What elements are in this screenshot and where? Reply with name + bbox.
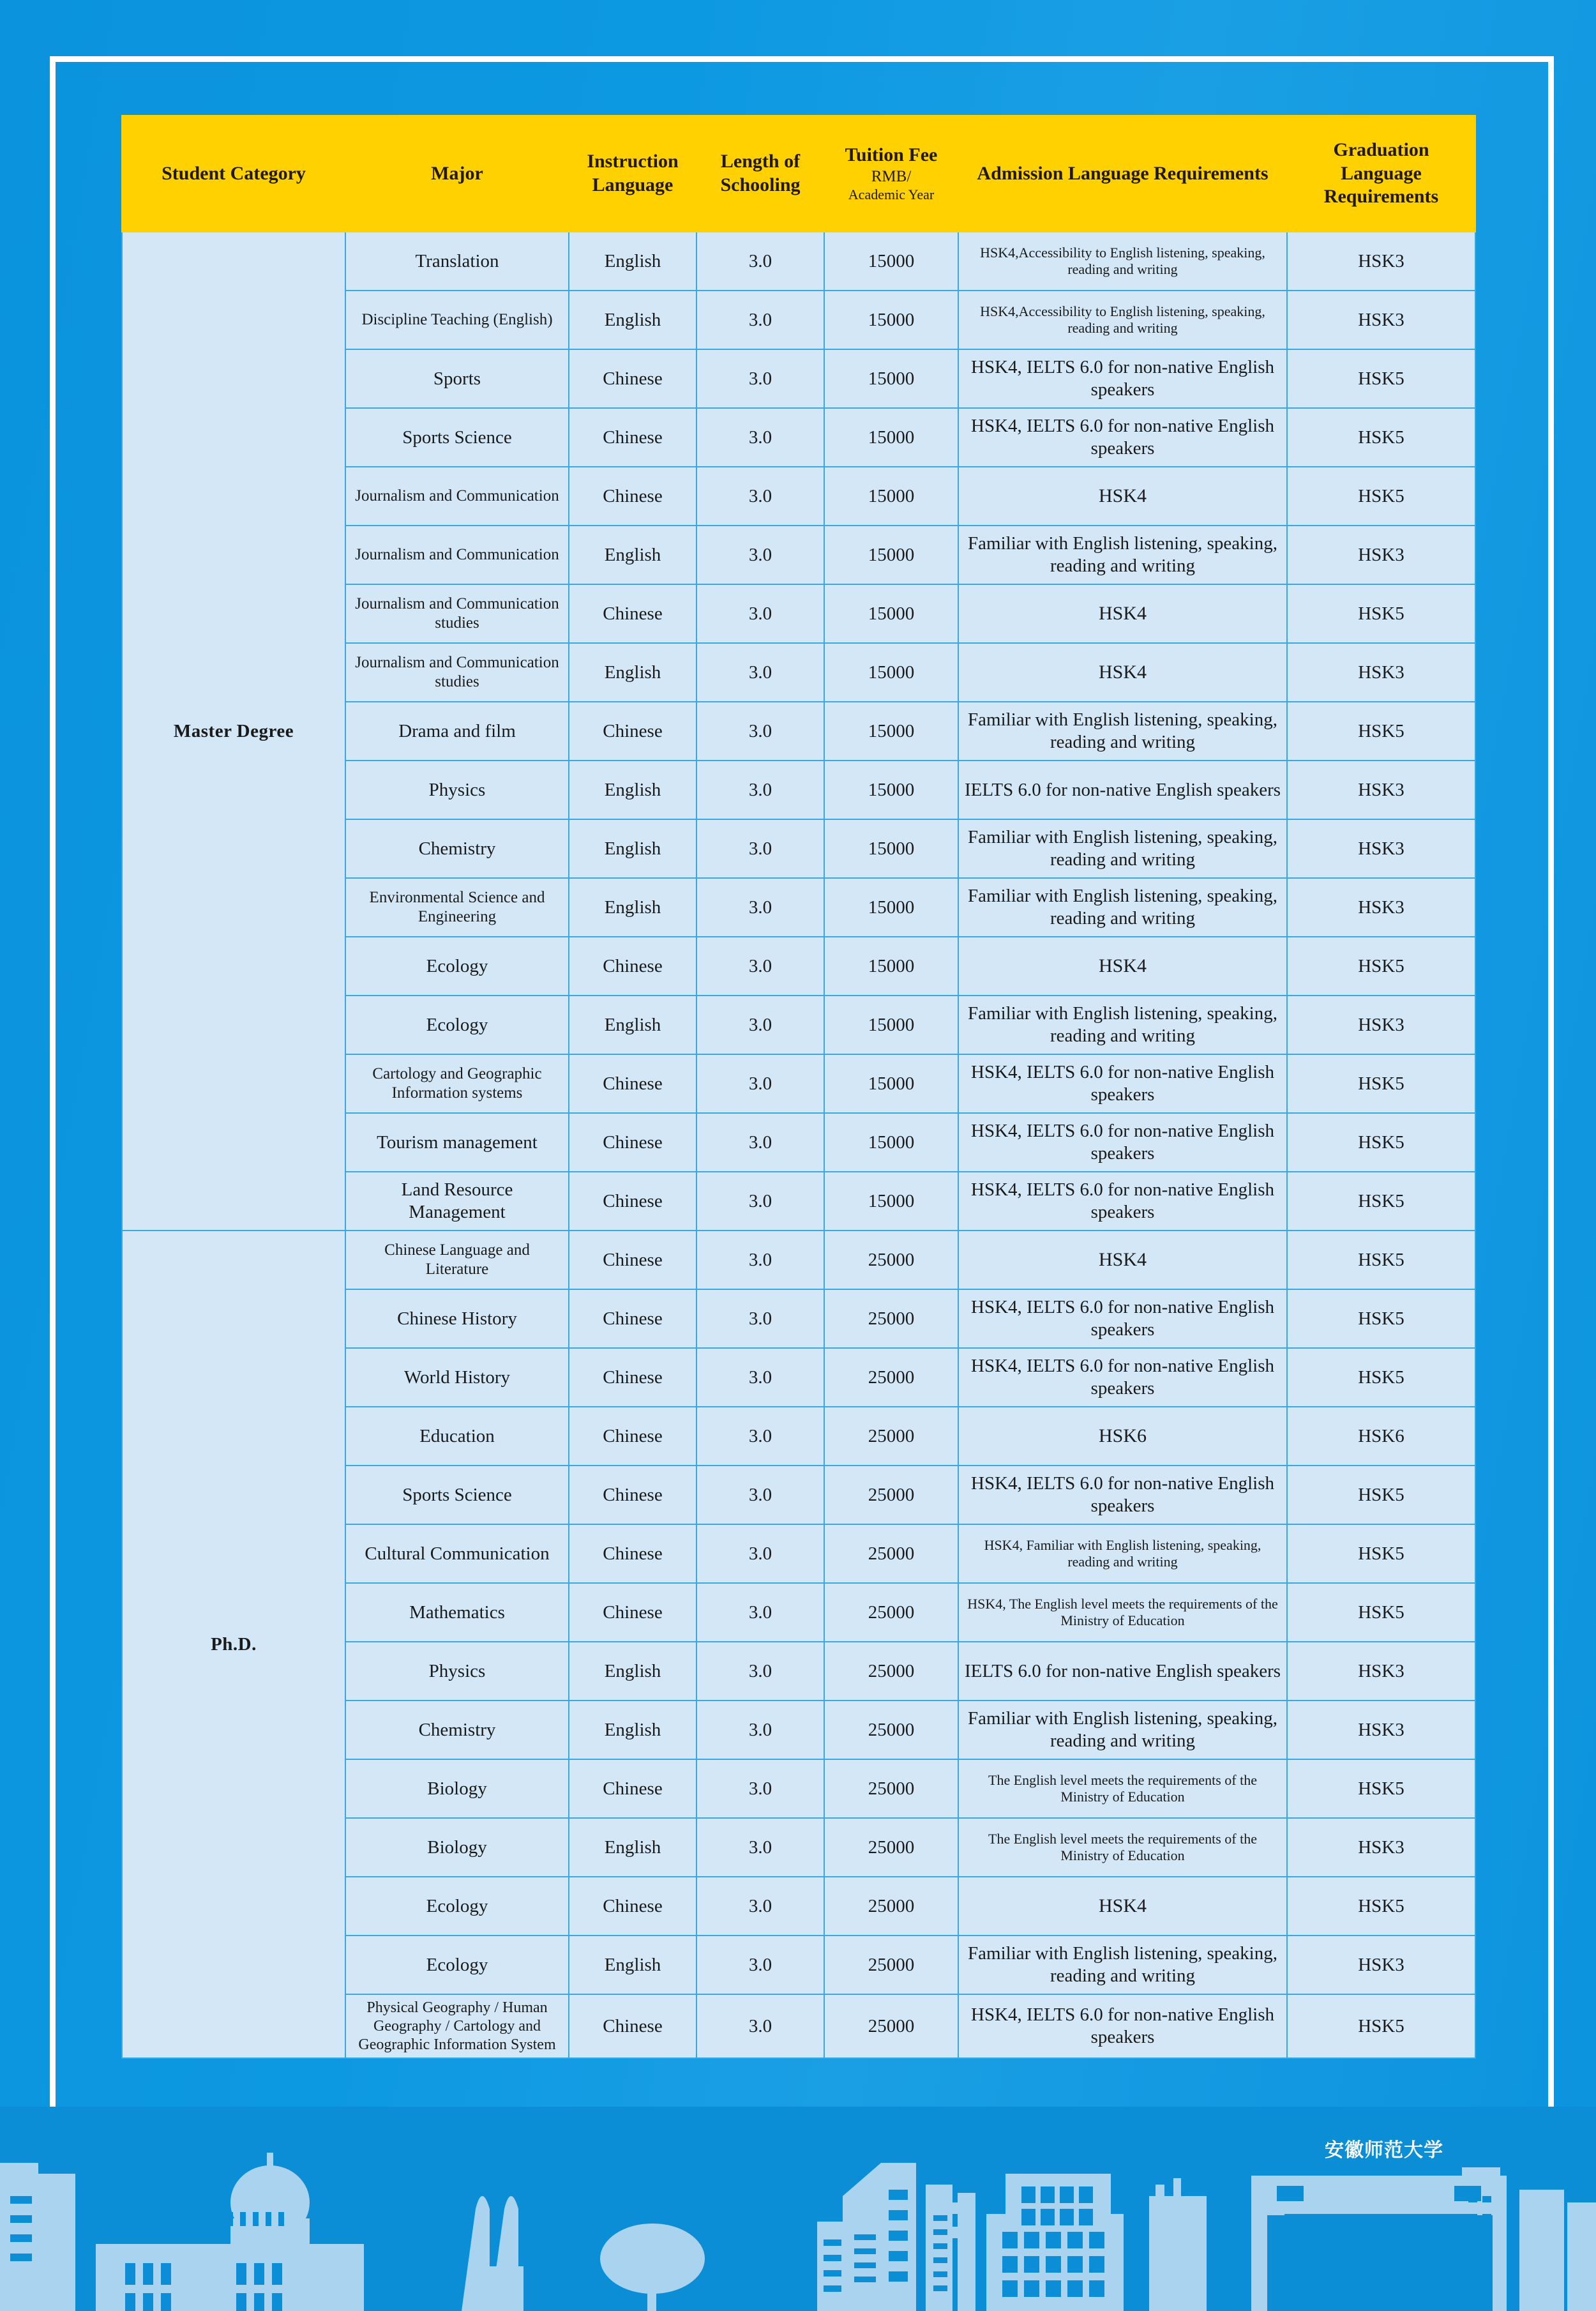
header-student-category: Student Category xyxy=(122,116,345,232)
instruction-language-cell: English xyxy=(569,526,696,584)
graduation-requirements-cell: HSK5 xyxy=(1287,1054,1475,1113)
table-row xyxy=(122,1231,1475,1289)
header-graduation-language-requirements: Graduation Language Requirements xyxy=(1287,116,1475,232)
length-of-schooling-cell: 3.0 xyxy=(696,1407,824,1466)
length-of-schooling-cell: 3.0 xyxy=(696,1289,824,1348)
tuition-fee-cell: 15000 xyxy=(824,232,958,291)
length-of-schooling-cell: 3.0 xyxy=(696,1466,824,1524)
admission-requirements-cell: The English level meets the requirements of the Ministry of Education xyxy=(958,1759,1287,1818)
admission-requirements-cell: HSK4 xyxy=(958,467,1287,526)
instruction-language-cell: Chinese xyxy=(569,1524,696,1583)
table-header xyxy=(122,116,1475,232)
graduation-requirements-cell: HSK5 xyxy=(1287,1113,1475,1172)
major-cell: Ecology xyxy=(345,1877,569,1936)
major-cell: Physics xyxy=(345,1642,569,1701)
instruction-language-cell: English xyxy=(569,996,696,1054)
length-of-schooling-cell: 3.0 xyxy=(696,291,824,349)
tuition-fee-cell: 25000 xyxy=(824,1994,958,2058)
student-category-cell: Master Degree xyxy=(122,232,345,1231)
instruction-language-cell: English xyxy=(569,291,696,349)
instruction-language-cell: English xyxy=(569,1701,696,1759)
instruction-language-cell: Chinese xyxy=(569,937,696,996)
instruction-language-cell: Chinese xyxy=(569,1407,696,1466)
tuition-fee-cell: 25000 xyxy=(824,1936,958,1994)
major-cell: Chemistry xyxy=(345,1701,569,1759)
major-cell: Mathematics xyxy=(345,1583,569,1642)
tuition-fee-cell: 25000 xyxy=(824,1818,958,1877)
length-of-schooling-cell: 3.0 xyxy=(696,1231,824,1289)
header-instruction-language: Instruction Language xyxy=(569,116,696,232)
tuition-fee-cell: 15000 xyxy=(824,643,958,702)
tuition-fee-cell: 25000 xyxy=(824,1759,958,1818)
length-of-schooling-cell: 3.0 xyxy=(696,761,824,819)
length-of-schooling-cell: 3.0 xyxy=(696,584,824,643)
instruction-language-cell: Chinese xyxy=(569,1759,696,1818)
admission-requirements-cell: HSK4, IELTS 6.0 for non-native English speakers xyxy=(958,1289,1287,1348)
length-of-schooling-cell: 3.0 xyxy=(696,1524,824,1583)
instruction-language-cell: Chinese xyxy=(569,1994,696,2058)
length-of-schooling-cell: 3.0 xyxy=(696,1642,824,1701)
admission-requirements-cell: HSK6 xyxy=(958,1407,1287,1466)
header-admission-language-requirements: Admission Language Requirements xyxy=(958,116,1287,232)
tuition-fee-cell: 25000 xyxy=(824,1701,958,1759)
length-of-schooling-cell: 3.0 xyxy=(696,408,824,467)
graduation-requirements-cell: HSK5 xyxy=(1287,1231,1475,1289)
tuition-fee-cell: 15000 xyxy=(824,702,958,761)
major-cell: Physical Geography / Human Geography / Cartology and Geographic Information System xyxy=(345,1994,569,2058)
header-tuition-fee-rmb: RMB/ xyxy=(871,167,912,185)
length-of-schooling-cell: 3.0 xyxy=(696,1172,824,1231)
length-of-schooling-cell: 3.0 xyxy=(696,878,824,937)
major-cell: Education xyxy=(345,1407,569,1466)
tuition-fee-cell: 25000 xyxy=(824,1407,958,1466)
graduation-requirements-cell: HSK3 xyxy=(1287,1818,1475,1877)
graduation-requirements-cell: HSK5 xyxy=(1287,1524,1475,1583)
graduation-requirements-cell: HSK5 xyxy=(1287,1466,1475,1524)
instruction-language-cell: Chinese xyxy=(569,467,696,526)
admission-requirements-cell: HSK4,Accessibility to English listening, speaking, reading and writing xyxy=(958,291,1287,349)
graduation-requirements-cell: HSK5 xyxy=(1287,349,1475,408)
tuition-fee-cell: 15000 xyxy=(824,584,958,643)
tuition-fee-cell: 15000 xyxy=(824,526,958,584)
major-cell: Land Resource Management xyxy=(345,1172,569,1231)
student-category-cell: Ph.D. xyxy=(122,1231,345,2058)
admission-requirements-cell: IELTS 6.0 for non-native English speakers xyxy=(958,761,1287,819)
instruction-language-cell: Chinese xyxy=(569,1348,696,1407)
admission-requirements-cell: Familiar with English listening, speaking, reading and writing xyxy=(958,819,1287,878)
tuition-fee-cell: 15000 xyxy=(824,878,958,937)
instruction-language-cell: Chinese xyxy=(569,408,696,467)
tuition-fee-cell: 15000 xyxy=(824,761,958,819)
tuition-fee-cell: 15000 xyxy=(824,408,958,467)
length-of-schooling-cell: 3.0 xyxy=(696,1994,824,2058)
major-cell: Journalism and Communication xyxy=(345,467,569,526)
admission-requirements-cell: HSK4 xyxy=(958,937,1287,996)
length-of-schooling-cell: 3.0 xyxy=(696,702,824,761)
admission-requirements-cell: Familiar with English listening, speaking, reading and writing xyxy=(958,878,1287,937)
length-of-schooling-cell: 3.0 xyxy=(696,1054,824,1113)
graduation-requirements-cell: HSK5 xyxy=(1287,1994,1475,2058)
table-row xyxy=(122,232,1475,291)
admission-requirements-cell: HSK4, IELTS 6.0 for non-native English speakers xyxy=(958,1054,1287,1113)
length-of-schooling-cell: 3.0 xyxy=(696,1701,824,1759)
admission-requirements-cell: HSK4, IELTS 6.0 for non-native English speakers xyxy=(958,408,1287,467)
tuition-fee-cell: 15000 xyxy=(824,467,958,526)
admission-requirements-cell: HSK4, IELTS 6.0 for non-native English speakers xyxy=(958,1113,1287,1172)
university-sign-text: 安徽师范大学 xyxy=(1307,2136,1461,2165)
instruction-language-cell: Chinese xyxy=(569,584,696,643)
admission-requirements-cell: HSK4, The English level meets the requirements of the Ministry of Education xyxy=(958,1583,1287,1642)
tuition-fee-cell: 15000 xyxy=(824,1172,958,1231)
header-tuition-fee-main: Tuition Fee xyxy=(845,144,938,166)
admission-requirements-cell: HSK4, IELTS 6.0 for non-native English speakers xyxy=(958,1994,1287,2058)
major-cell: Sports xyxy=(345,349,569,408)
admission-requirements-cell: HSK4, IELTS 6.0 for non-native English speakers xyxy=(958,1348,1287,1407)
tuition-fee-cell: 25000 xyxy=(824,1231,958,1289)
graduation-requirements-cell: HSK3 xyxy=(1287,1936,1475,1994)
admission-requirements-cell: Familiar with English listening, speaking, reading and writing xyxy=(958,702,1287,761)
graduation-requirements-cell: HSK5 xyxy=(1287,702,1475,761)
length-of-schooling-cell: 3.0 xyxy=(696,1759,824,1818)
major-cell: Chemistry xyxy=(345,819,569,878)
graduation-requirements-cell: HSK5 xyxy=(1287,1583,1475,1642)
length-of-schooling-cell: 3.0 xyxy=(696,1113,824,1172)
admission-requirements-cell: HSK4, Familiar with English listening, speaking, reading and writing xyxy=(958,1524,1287,1583)
instruction-language-cell: English xyxy=(569,232,696,291)
length-of-schooling-cell: 3.0 xyxy=(696,232,824,291)
length-of-schooling-cell: 3.0 xyxy=(696,937,824,996)
graduation-requirements-cell: HSK3 xyxy=(1287,291,1475,349)
major-cell: Drama and film xyxy=(345,702,569,761)
major-cell: Sports Science xyxy=(345,408,569,467)
header-major: Major xyxy=(345,116,569,232)
admission-requirements-cell: HSK4 xyxy=(958,584,1287,643)
graduation-requirements-cell: HSK3 xyxy=(1287,761,1475,819)
major-cell: Ecology xyxy=(345,996,569,1054)
major-cell: Environmental Science and Engineering xyxy=(345,878,569,937)
admission-requirements-cell: HSK4 xyxy=(958,643,1287,702)
major-cell: Tourism management xyxy=(345,1113,569,1172)
instruction-language-cell: English xyxy=(569,1818,696,1877)
admission-requirements-cell: The English level meets the requirements of the Ministry of Education xyxy=(958,1818,1287,1877)
graduation-requirements-cell: HSK3 xyxy=(1287,996,1475,1054)
major-cell: Biology xyxy=(345,1759,569,1818)
major-cell: Biology xyxy=(345,1818,569,1877)
programs-table xyxy=(121,115,1476,2059)
admission-requirements-cell: IELTS 6.0 for non-native English speakers xyxy=(958,1642,1287,1701)
instruction-language-cell: English xyxy=(569,819,696,878)
graduation-requirements-cell: HSK5 xyxy=(1287,1172,1475,1231)
length-of-schooling-cell: 3.0 xyxy=(696,1877,824,1936)
admission-requirements-cell: HSK4, IELTS 6.0 for non-native English speakers xyxy=(958,1172,1287,1231)
table-body xyxy=(122,232,1475,2058)
major-cell: Translation xyxy=(345,232,569,291)
admission-requirements-cell: Familiar with English listening, speaking, reading and writing xyxy=(958,1936,1287,1994)
header-length-of-schooling: Length of Schooling xyxy=(696,116,824,232)
major-cell: Cultural Communication xyxy=(345,1524,569,1583)
length-of-schooling-cell: 3.0 xyxy=(696,349,824,408)
graduation-requirements-cell: HSK3 xyxy=(1287,878,1475,937)
major-cell: Chinese History xyxy=(345,1289,569,1348)
graduation-requirements-cell: HSK3 xyxy=(1287,643,1475,702)
tuition-fee-cell: 25000 xyxy=(824,1466,958,1524)
length-of-schooling-cell: 3.0 xyxy=(696,1583,824,1642)
length-of-schooling-cell: 3.0 xyxy=(696,1818,824,1877)
header-tuition-fee xyxy=(824,116,958,232)
graduation-requirements-cell: HSK3 xyxy=(1287,1701,1475,1759)
tuition-fee-cell: 25000 xyxy=(824,1877,958,1936)
graduation-requirements-cell: HSK3 xyxy=(1287,526,1475,584)
graduation-requirements-cell: HSK5 xyxy=(1287,408,1475,467)
graduation-requirements-cell: HSK3 xyxy=(1287,232,1475,291)
major-cell: Ecology xyxy=(345,1936,569,1994)
header-row xyxy=(122,116,1475,232)
admission-requirements-cell: Familiar with English listening, speaking, reading and writing xyxy=(958,996,1287,1054)
admission-requirements-cell: HSK4, IELTS 6.0 for non-native English speakers xyxy=(958,349,1287,408)
graduation-requirements-cell: HSK5 xyxy=(1287,584,1475,643)
tuition-fee-cell: 25000 xyxy=(824,1289,958,1348)
instruction-language-cell: Chinese xyxy=(569,1172,696,1231)
admission-requirements-cell: HSK4, IELTS 6.0 for non-native English speakers xyxy=(958,1466,1287,1524)
instruction-language-cell: Chinese xyxy=(569,1054,696,1113)
major-cell: Cartology and Geographic Information systems xyxy=(345,1054,569,1113)
length-of-schooling-cell: 3.0 xyxy=(696,996,824,1054)
instruction-language-cell: Chinese xyxy=(569,1289,696,1348)
tuition-fee-cell: 15000 xyxy=(824,996,958,1054)
major-cell: Journalism and Communication xyxy=(345,526,569,584)
instruction-language-cell: English xyxy=(569,1642,696,1701)
major-cell: Ecology xyxy=(345,937,569,996)
graduation-requirements-cell: HSK3 xyxy=(1287,1642,1475,1701)
graduation-requirements-cell: HSK3 xyxy=(1287,819,1475,878)
major-cell: Physics xyxy=(345,761,569,819)
major-cell: Journalism and Communication studies xyxy=(345,643,569,702)
instruction-language-cell: English xyxy=(569,643,696,702)
admission-requirements-cell: Familiar with English listening, speaking, reading and writing xyxy=(958,526,1287,584)
length-of-schooling-cell: 3.0 xyxy=(696,819,824,878)
instruction-language-cell: Chinese xyxy=(569,1466,696,1524)
graduation-requirements-cell: HSK6 xyxy=(1287,1407,1475,1466)
graduation-requirements-cell: HSK5 xyxy=(1287,1348,1475,1407)
instruction-language-cell: Chinese xyxy=(569,1231,696,1289)
major-cell: Sports Science xyxy=(345,1466,569,1524)
tuition-fee-cell: 25000 xyxy=(824,1642,958,1701)
tuition-fee-cell: 15000 xyxy=(824,349,958,408)
tuition-fee-cell: 15000 xyxy=(824,937,958,996)
graduation-requirements-cell: HSK5 xyxy=(1287,937,1475,996)
major-cell: World History xyxy=(345,1348,569,1407)
length-of-schooling-cell: 3.0 xyxy=(696,526,824,584)
graduation-requirements-cell: HSK5 xyxy=(1287,467,1475,526)
instruction-language-cell: Chinese xyxy=(569,1583,696,1642)
instruction-language-cell: English xyxy=(569,878,696,937)
major-cell: Chinese Language and Literature xyxy=(345,1231,569,1289)
programs-table-container xyxy=(121,115,1475,2059)
admission-requirements-cell: HSK4 xyxy=(958,1231,1287,1289)
graduation-requirements-cell: HSK5 xyxy=(1287,1289,1475,1348)
length-of-schooling-cell: 3.0 xyxy=(696,1936,824,1994)
instruction-language-cell: Chinese xyxy=(569,702,696,761)
tuition-fee-cell: 15000 xyxy=(824,1113,958,1172)
tuition-fee-cell: 15000 xyxy=(824,819,958,878)
graduation-requirements-cell: HSK5 xyxy=(1287,1759,1475,1818)
tuition-fee-cell: 25000 xyxy=(824,1583,958,1642)
length-of-schooling-cell: 3.0 xyxy=(696,467,824,526)
instruction-language-cell: English xyxy=(569,1936,696,1994)
major-cell: Discipline Teaching (English) xyxy=(345,291,569,349)
tuition-fee-cell: 15000 xyxy=(824,291,958,349)
major-cell: Journalism and Communication studies xyxy=(345,584,569,643)
tuition-fee-cell: 25000 xyxy=(824,1348,958,1407)
admission-requirements-cell: HSK4 xyxy=(958,1877,1287,1936)
admission-requirements-cell: Familiar with English listening, speaking, reading and writing xyxy=(958,1701,1287,1759)
tuition-fee-cell: 15000 xyxy=(824,1054,958,1113)
instruction-language-cell: English xyxy=(569,761,696,819)
length-of-schooling-cell: 3.0 xyxy=(696,643,824,702)
instruction-language-cell: Chinese xyxy=(569,1877,696,1936)
instruction-language-cell: Chinese xyxy=(569,349,696,408)
length-of-schooling-cell: 3.0 xyxy=(696,1348,824,1407)
graduation-requirements-cell: HSK5 xyxy=(1287,1877,1475,1936)
instruction-language-cell: Chinese xyxy=(569,1113,696,1172)
tuition-fee-cell: 25000 xyxy=(824,1524,958,1583)
header-tuition-fee-year: Academic Year xyxy=(848,186,935,203)
admission-requirements-cell: HSK4,Accessibility to English listening, speaking, reading and writing xyxy=(958,232,1287,291)
